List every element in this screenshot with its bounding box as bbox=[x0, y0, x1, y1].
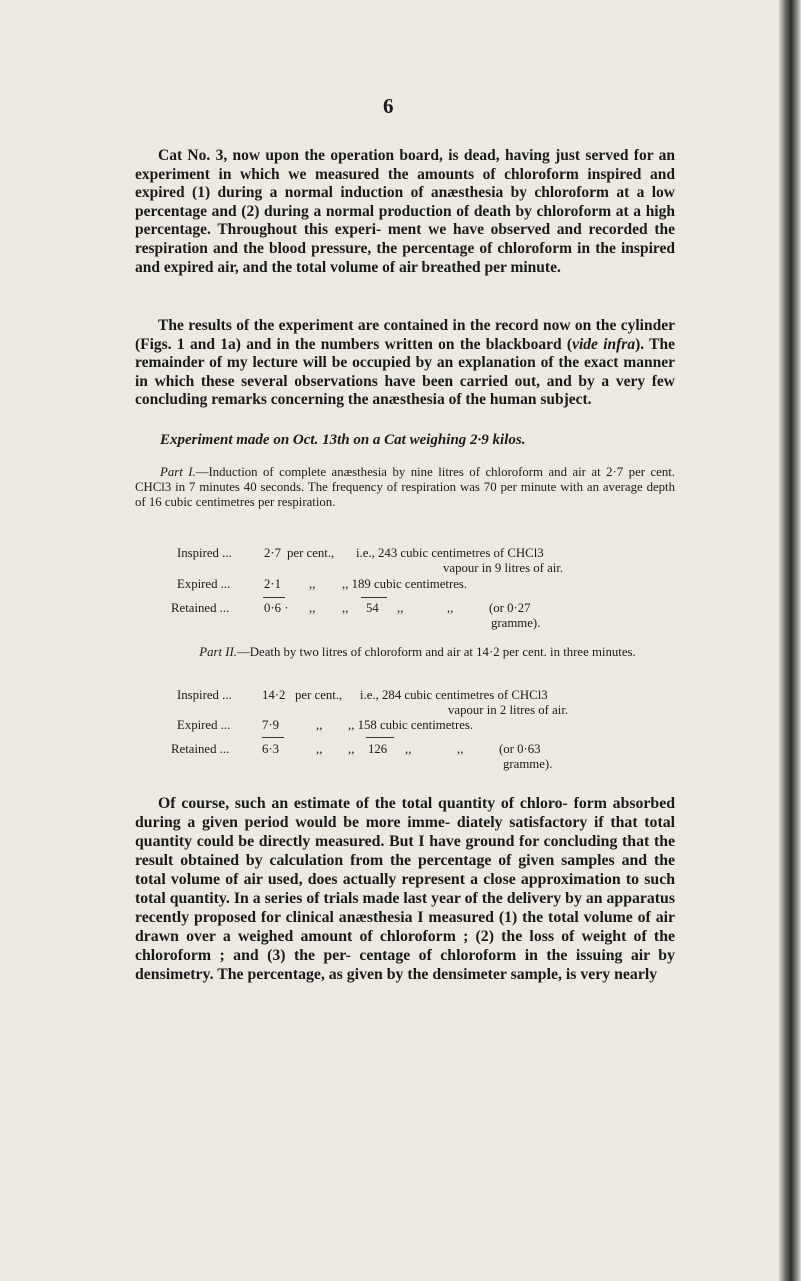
part-one-label: Part I. bbox=[160, 465, 196, 479]
row-unit: ,, bbox=[309, 577, 316, 591]
row-value: 2·1 bbox=[264, 577, 282, 591]
row-label: Inspired ... bbox=[177, 546, 232, 560]
row-ditto: ,, bbox=[457, 742, 464, 756]
paragraph-results-end: ). The remainder of my lecture will be occupied by an explanation of the exact manner in which these several observations have been carried out, and by a very few concluding remarks concerning the anæsthesia of the human subject. bbox=[135, 335, 675, 409]
row-label: Retained ... bbox=[171, 601, 230, 615]
row-description-cont: vapour in 2 litres of air. bbox=[448, 703, 569, 717]
row-label: Retained ... bbox=[171, 742, 230, 756]
row-mark: ,, bbox=[342, 601, 349, 615]
paragraph-results-italic: vide infra bbox=[572, 335, 636, 353]
paragraph-intro: Cat No. 3, now upon the operation board, is dead, having just served for an experiment in which we measured the amounts of chloroform inspired and expired (1) during a normal induction of anæsthesia by chloroform at a low percentage and (2) during a normal production of death by chloroform at a high percentage. Throughout this experi- ment we have observed and recorded the respiration and the blood pressure, the percentage of chloroform in the inspired and expired air, and the total volume of air breathed per minute. bbox=[135, 147, 675, 276]
row-ditto: ,, bbox=[405, 742, 412, 756]
row-mark: ,, bbox=[348, 742, 355, 756]
row-tail-cont: gramme). bbox=[491, 616, 541, 630]
row-tail-cont: gramme). bbox=[503, 757, 553, 771]
row-description: ,, 189 cubic centimetres. bbox=[342, 577, 468, 591]
paragraph-results bbox=[135, 317, 675, 410]
paragraph-estimate: Of course, such an estimate of the total quantity of chloro- form absorbed during a given period would be more imme- diately satisfactory if that total quantity could be directly measured. But I have ground for concluding that the result obtained by calculation from the percentage of given samples and the total volume of air used, does actually represent a close approximation to such total quantity. In a series of trials made last year of the delivery by an apparatus recently proposed for clinical anæsthesia I measured (1) the total volume of air drawn over a weighed amount of chloroform ; (2) the loss of weight of the chloroform ; and (3) the per- centage of chloroform in the issuing air by densimetry. The percentage, as given by the densimeter sample, is very nearly bbox=[135, 795, 675, 983]
row-ditto: ,, bbox=[447, 601, 454, 615]
sum-rule bbox=[263, 597, 285, 598]
row-tail: (or 0·63 bbox=[499, 742, 541, 756]
row-unit: ,, bbox=[316, 718, 323, 732]
row-ditto: ,, bbox=[397, 601, 404, 615]
sum-rule bbox=[361, 597, 387, 598]
part-two-label: Part II. bbox=[199, 645, 237, 659]
row-label: Expired ... bbox=[177, 577, 231, 591]
part-two-text: —Death by two litres of chloroform and air at 14·2 per cent. in three minutes. bbox=[236, 645, 636, 659]
row-number: 126 bbox=[368, 742, 388, 756]
page-edge-shadow bbox=[779, 0, 801, 1281]
row-label: Inspired ... bbox=[177, 688, 232, 702]
row-unit: ,, bbox=[309, 601, 316, 615]
row-value: 14·2 bbox=[262, 688, 286, 702]
row-description: i.e., 243 cubic centimetres of CHCl3 bbox=[356, 546, 544, 560]
part-two-description bbox=[135, 645, 675, 660]
row-label: Expired ... bbox=[177, 718, 231, 732]
row-description-cont: vapour in 9 litres of air. bbox=[443, 561, 564, 575]
row-unit: per cent., bbox=[295, 688, 343, 702]
row-value: 2·7 bbox=[264, 546, 282, 560]
experiment-heading: Experiment made on Oct. 13th on a Cat weighing 2·9 kilos. bbox=[160, 432, 526, 448]
sum-rule bbox=[262, 737, 284, 738]
part-one-text: —Induction of complete anæsthesia by nine litres of chloroform and air at 2·7 per cent. CHCl3 in 7 minutes 40 seconds. The frequency of respiration was 70 per minute with an average depth of 16 cubic centimetres per respiration. bbox=[135, 465, 675, 509]
row-description: ,, 158 cubic centimetres. bbox=[348, 718, 474, 732]
part-one-description bbox=[135, 465, 675, 510]
row-unit: ,, bbox=[316, 742, 323, 756]
row-value: 0·6 · bbox=[264, 601, 289, 615]
row-description: i.e., 284 cubic centimetres of CHCl3 bbox=[360, 688, 548, 702]
row-tail: (or 0·27 bbox=[489, 601, 531, 615]
sum-rule bbox=[366, 737, 394, 738]
paragraph-results-start: The results of the experiment are contained in the record now on the cylinder (Figs. 1 and 1a) and in the numbers written on the blackboard ( bbox=[135, 317, 675, 353]
page-number: 6 bbox=[383, 94, 394, 118]
row-value: 7·9 bbox=[262, 718, 280, 732]
row-number: 54 bbox=[366, 601, 379, 615]
row-value: 6·3 bbox=[262, 742, 280, 756]
row-unit: per cent., bbox=[287, 546, 335, 560]
